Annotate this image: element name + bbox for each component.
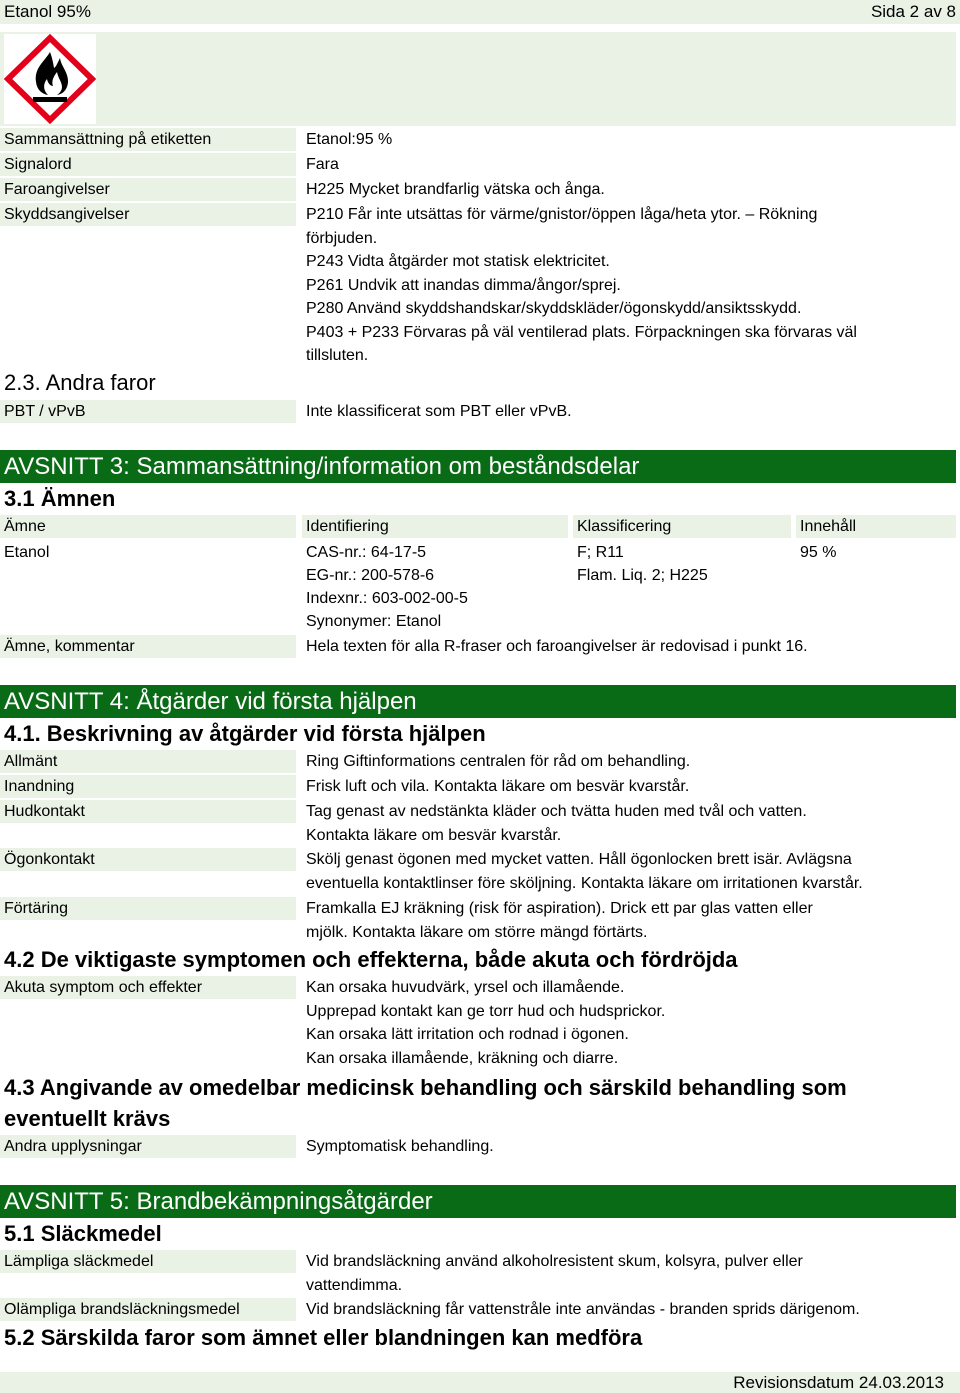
skin-contact-line: Tag genast av nedstänkta kläder och tvätta huden med tvål och vatten. [306, 803, 807, 820]
suitable-extinguishing-line: vattendimma. [306, 1276, 403, 1294]
section-4-3-heading [4, 1072, 847, 1134]
label-pbt: PBT / vPvB [0, 400, 296, 423]
table-cell-content: 95 % [800, 544, 837, 561]
label-signal-word: Signalord [0, 153, 296, 176]
value-suitable-extinguishing [306, 1250, 803, 1297]
value-eye-contact [306, 848, 863, 895]
value-ingestion [306, 897, 813, 944]
table-header-identification: Identifiering [302, 515, 568, 538]
label-skin-contact: Hudkontakt [0, 800, 296, 823]
classification-line: Flam. Liq. 2; H225 [577, 567, 708, 584]
precaution-line: P243 Vidta åtgärder mot statisk elektricitet. [306, 253, 610, 270]
precaution-line: förbjuden. [306, 229, 378, 247]
label-suitable-extinguishing: Lämpliga släckmedel [0, 1250, 296, 1273]
revision-date: Revisionsdatum 24.03.2013 [733, 1373, 944, 1392]
label-unsuitable-extinguishing: Olämpliga brandsläckningsmedel [0, 1298, 296, 1321]
label-other-info: Andra upplysningar [0, 1135, 296, 1158]
section-3-1-heading: 3.1 Ämnen [4, 486, 116, 511]
section-4-3-heading-line: eventuellt krävs [4, 1106, 171, 1131]
value-other-info: Symptomatisk behandling. [306, 1138, 494, 1155]
section-3-title: AVSNITT 3: Sammansättning/information om beståndsdelar [0, 450, 956, 483]
identification-line: Synonymer: Etanol [306, 613, 442, 630]
page-number: Sida 2 av 8 [870, 2, 956, 21]
identification-line: EG-nr.: 200-578-6 [306, 567, 435, 584]
label-precautionary-statements: Skyddsangivelser [0, 203, 296, 226]
table-header-classification: Klassificering [573, 515, 791, 538]
value-signal-word: Fara [306, 156, 339, 173]
acute-symptom-line: Upprepad kontakt kan ge torr hud och hudsprickor. [306, 1002, 666, 1020]
section-4-1-heading: 4.1. Beskrivning av åtgärder vid första hjälpen [4, 721, 486, 746]
label-acute-symptoms: Akuta symptom och effekter [0, 976, 296, 999]
table-header-substance: Ämne [0, 515, 296, 538]
section-5-title: AVSNITT 5: Brandbekämpningsåtgärder [0, 1185, 956, 1218]
section-5-1-heading: 5.1 Släckmedel [4, 1221, 162, 1246]
precaution-line: P261 Undvik att inandas dimma/ångor/sprej. [306, 276, 621, 294]
value-pbt: Inte klassificerat som PBT eller vPvB. [306, 403, 572, 420]
skin-contact-line: Kontakta läkare om besvär kvarstår. [306, 826, 562, 844]
ingestion-line: mjölk. Kontakta läkare om större mängd förtärts. [306, 923, 648, 941]
precaution-line: P280 Använd skyddshandskar/skyddskläder/ögonskydd/ansiktsskydd. [306, 300, 802, 317]
value-acute-symptoms [306, 976, 665, 1070]
section-4-3-heading-line: 4.3 Angivande av omedelbar medicinsk behandling och särskild behandling som [4, 1075, 847, 1100]
precaution-line: P210 Får inte utsättas för värme/gnistor/öppen låga/heta ytor. – Rökning [306, 206, 818, 223]
value-composition: Etanol:95 % [306, 131, 393, 148]
classification-line: F; R11 [577, 544, 624, 561]
precaution-line: tillsluten. [306, 347, 369, 364]
value-skin-contact [306, 800, 807, 847]
value-general: Ring Giftinformations centralen för råd om behandling. [306, 753, 691, 770]
flame-pictogram [4, 34, 96, 124]
other-hazards-heading: 2.3. Andra faror [4, 370, 156, 395]
precaution-line: P403 + P233 Förvaras på väl ventilerad plats. Förpackningen ska förvaras väl [306, 323, 857, 341]
value-hazard-statements: H225 Mycket brandfarlig vätska och ånga. [306, 181, 605, 198]
value-unsuitable-extinguishing: Vid brandsläckning får vattenstråle inte användas - branden sprids därigenom. [306, 1301, 860, 1318]
eye-contact-line: Skölj genast ögonen med mycket vatten. Håll ögonlocken brett isär. Avlägsna [306, 851, 852, 868]
label-ingestion: Förtäring [0, 897, 296, 920]
value-precautionary-statements [306, 203, 857, 368]
table-cell-identification [306, 541, 468, 633]
value-inhalation: Frisk luft och vila. Kontakta läkare om besvär kvarstår. [306, 778, 690, 795]
eye-contact-line: eventuella kontaktlinser före sköljning. Kontakta läkare om irritationen kvarstår. [306, 874, 863, 892]
table-cell-substance: Etanol [4, 544, 50, 561]
identification-line: CAS-nr.: 64-17-5 [306, 544, 427, 561]
product-name: Etanol 95% [4, 2, 91, 21]
table-cell-classification [577, 541, 708, 587]
label-eye-contact: Ögonkontakt [0, 848, 296, 871]
section-5-2-heading: 5.2 Särskilda faror som ämnet eller blandningen kan medföra [4, 1325, 643, 1350]
suitable-extinguishing-line: Vid brandsläckning använd alkoholresistent skum, kolsyra, pulver eller [306, 1253, 803, 1270]
acute-symptom-line: Kan orsaka huvudvärk, yrsel och illamående. [306, 979, 625, 996]
label-general: Allmänt [0, 750, 296, 773]
section-4-2-heading: 4.2 De viktigaste symptomen och effekterna, både akuta och fördröjda [4, 947, 738, 972]
ingestion-line: Framkalla EJ kräkning (risk för aspiration). Drick ett par glas vatten eller [306, 900, 813, 917]
value-substance-comment: Hela texten för alla R-fraser och faroangivelser är redovisad i punkt 16. [306, 638, 808, 655]
identification-line: Indexnr.: 603-002-00-5 [306, 590, 468, 607]
table-header-content: Innehåll [796, 515, 956, 538]
page-header [0, 0, 960, 24]
section-4-title: AVSNITT 4: Åtgärder vid första hjälpen [0, 685, 956, 718]
acute-symptom-line: Kan orsaka illamående, kräkning och diarre. [306, 1049, 619, 1067]
label-inhalation: Inandning [0, 775, 296, 798]
pictogram-band [0, 32, 956, 126]
label-substance-comment: Ämne, kommentar [0, 635, 296, 658]
label-composition: Sammansättning på etiketten [0, 128, 296, 151]
label-hazard-statements: Faroangivelser [0, 178, 296, 201]
acute-symptom-line: Kan orsaka lätt irritation och rodnad i ögonen. [306, 1026, 629, 1043]
